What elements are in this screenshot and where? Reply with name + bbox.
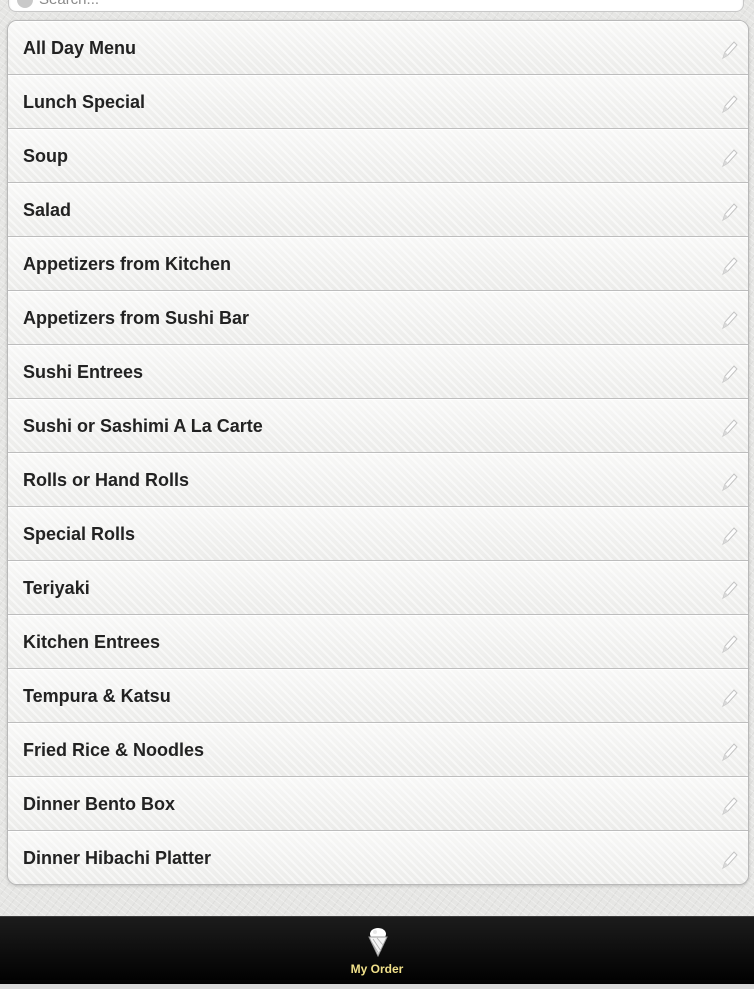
category-item-teriyaki[interactable]: [8, 561, 748, 615]
category-item-tempura-katsu[interactable]: [8, 669, 748, 723]
category-label: Appetizers from Sushi Bar: [23, 308, 250, 328]
category-label: Appetizers from Kitchen: [23, 254, 232, 274]
pencil-icon: [720, 417, 740, 439]
category-label: Salad: [23, 200, 72, 220]
pencil-icon: [720, 363, 740, 385]
pencil-icon: [720, 201, 740, 223]
pencil-icon: [720, 795, 740, 817]
category-item-special-rolls[interactable]: [8, 507, 748, 561]
footer-bar: [0, 916, 754, 985]
pencil-icon: [720, 579, 740, 601]
category-item-soup[interactable]: [8, 129, 748, 183]
category-item-appetizers-sushi-bar[interactable]: [8, 291, 748, 345]
category-label: Kitchen Entrees: [23, 632, 161, 652]
search-bar: [8, 0, 744, 12]
category-label: Soup: [23, 146, 68, 166]
category-item-lunch-special[interactable]: [8, 75, 748, 129]
pencil-icon: [720, 93, 740, 115]
category-item-kitchen-entrees[interactable]: [8, 615, 748, 669]
category-label: Rolls or Hand Rolls: [23, 470, 190, 490]
search-input[interactable]: [39, 0, 729, 9]
category-label: Sushi Entrees: [23, 362, 144, 382]
ice-cream-cone-icon: [367, 927, 389, 957]
pencil-icon: [720, 471, 740, 493]
pencil-icon: [720, 39, 740, 61]
category-label: Dinner Bento Box: [23, 794, 176, 814]
my-order-button[interactable]: [327, 921, 427, 981]
category-item-all-day-menu[interactable]: [8, 21, 748, 75]
category-item-sushi-entrees[interactable]: [8, 345, 748, 399]
category-item-fried-rice-noodles[interactable]: [8, 723, 748, 777]
pencil-icon: [720, 687, 740, 709]
category-label: All Day Menu: [23, 38, 137, 58]
category-list: [7, 20, 749, 885]
search-icon: [17, 0, 33, 8]
category-label: Sushi or Sashimi A La Carte: [23, 416, 263, 436]
pencil-icon: [720, 147, 740, 169]
category-item-appetizers-kitchen[interactable]: [8, 237, 748, 291]
category-item-rolls-hand-rolls[interactable]: [8, 453, 748, 507]
category-item-dinner-bento-box[interactable]: [8, 777, 748, 831]
pencil-icon: [720, 633, 740, 655]
category-item-dinner-hibachi-platter[interactable]: [8, 831, 748, 884]
category-label: Tempura & Katsu: [23, 686, 171, 706]
pencil-icon: [720, 309, 740, 331]
pencil-icon: [720, 849, 740, 871]
category-label: Lunch Special: [23, 92, 146, 112]
category-item-sushi-sashimi-a-la-carte[interactable]: [8, 399, 748, 453]
category-label: Teriyaki: [23, 578, 90, 598]
bottom-strip: [0, 984, 754, 989]
category-label: Dinner Hibachi Platter: [23, 848, 212, 868]
category-item-salad[interactable]: [8, 183, 748, 237]
category-label: Fried Rice & Noodles: [23, 740, 205, 760]
pencil-icon: [720, 255, 740, 277]
pencil-icon: [720, 525, 740, 547]
pencil-icon: [720, 741, 740, 763]
category-label: Special Rolls: [23, 524, 136, 544]
my-order-label: My Order: [350, 962, 404, 976]
